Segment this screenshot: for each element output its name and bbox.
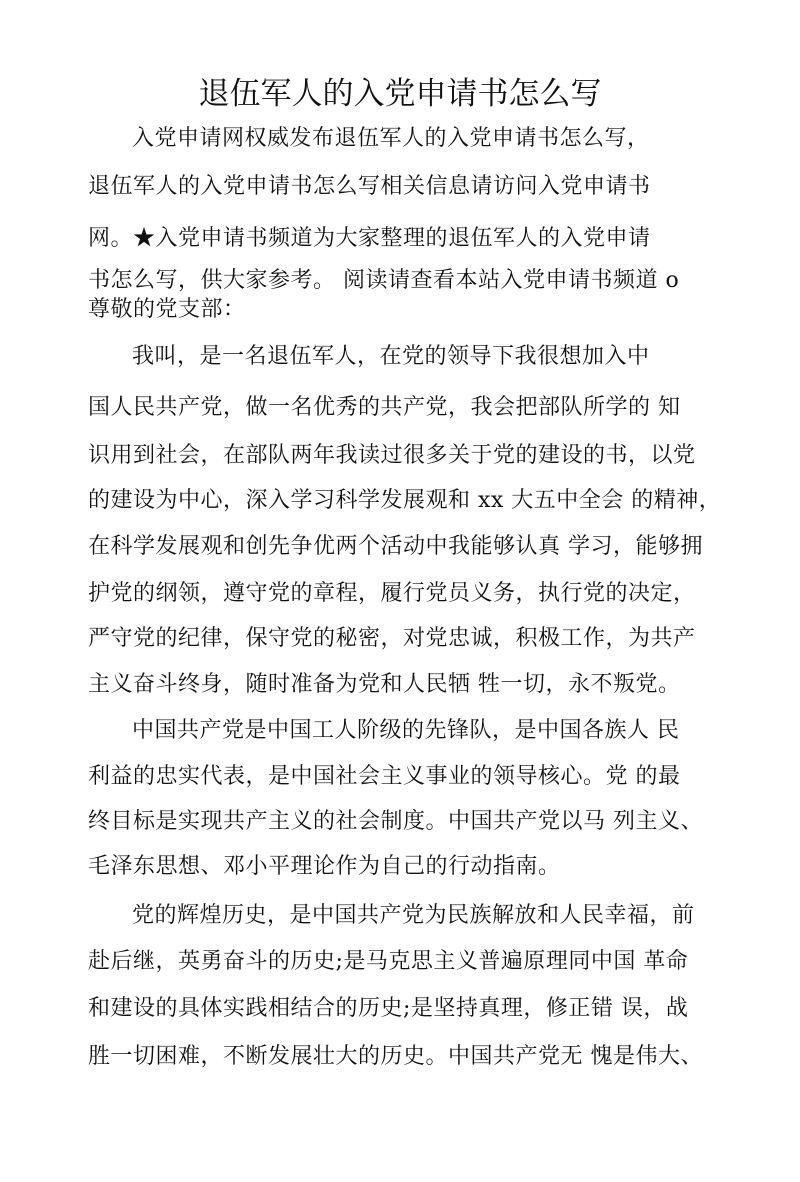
document-title: 退伍军人的入党申请书怎么写	[198, 76, 602, 112]
paragraph-line: 党的辉煌历史，是中国共产党为民族解放和人民幸福，前	[132, 903, 695, 928]
paragraph-line: 护党的纲领，遵守党的章程，履行党员义务，执行党的决定，	[88, 581, 696, 606]
intro-line: 入党申请网权威发布退伍军人的入党申请书怎么写，	[132, 126, 650, 151]
paragraph-line: 识用到社会，在部队两年我读过很多关于党的建设的书，以党	[88, 443, 696, 468]
paragraph-line: 的建设为中心，深入学习科学发展观和 xx 大五中全会 的精神，	[88, 488, 722, 513]
intro-line: 退伍军人的入党申请书怎么写相关信息请访问入党申请书	[88, 174, 651, 199]
salutation: 尊敬的党支部：	[88, 297, 246, 322]
paragraph-line: 主义奋斗终身，随时准备为党和人民牺 牲一切，永不叛党。	[88, 672, 681, 697]
paragraph-line: 和建设的具体实践相结合的历史;是坚持真理，修正错 误，战	[88, 996, 689, 1021]
paragraph-line: 赴后继，英勇奋斗的历史;是马克思主义普遍原理同中国 革命	[88, 949, 689, 974]
paragraph-line: 严守党的纪律，保守党的秘密，对党忠诚，积极工作，为共产	[88, 626, 696, 651]
paragraph-line: 胜一切困难，不断发展壮大的历史。中国共产党无 愧是伟大、	[88, 1044, 703, 1069]
paragraph-line: 终目标是实现共产主义的社会制度。中国共产党以马 列主义、	[88, 809, 703, 834]
paragraph-line: 在科学发展观和创先争优两个活动中我能够认真 学习，能够拥	[88, 534, 703, 559]
paragraph-line: 利益的忠实代表，是中国社会主义事业的领导核心。党 的最	[88, 764, 681, 789]
intro-line: 网。★入党申请书频道为大家整理的退伍军人的入党申请	[88, 226, 651, 251]
paragraph-line: 我叫，是一名退伍军人，在党的领导下我很想加入中	[132, 344, 650, 369]
intro-line: 书怎么写，供大家参考。 阅读请查看本站入党申请书频道 o	[88, 268, 680, 293]
paragraph-line: 毛泽东思想、邓小平理论作为自己的行动指南。	[88, 854, 561, 879]
paragraph-line: 国人民共产党，做一名优秀的共产党，我会把部队所学的 知	[88, 395, 681, 420]
paragraph-line: 中国共产党是中国工人阶级的先锋队，是中国各族人 民	[132, 718, 680, 743]
